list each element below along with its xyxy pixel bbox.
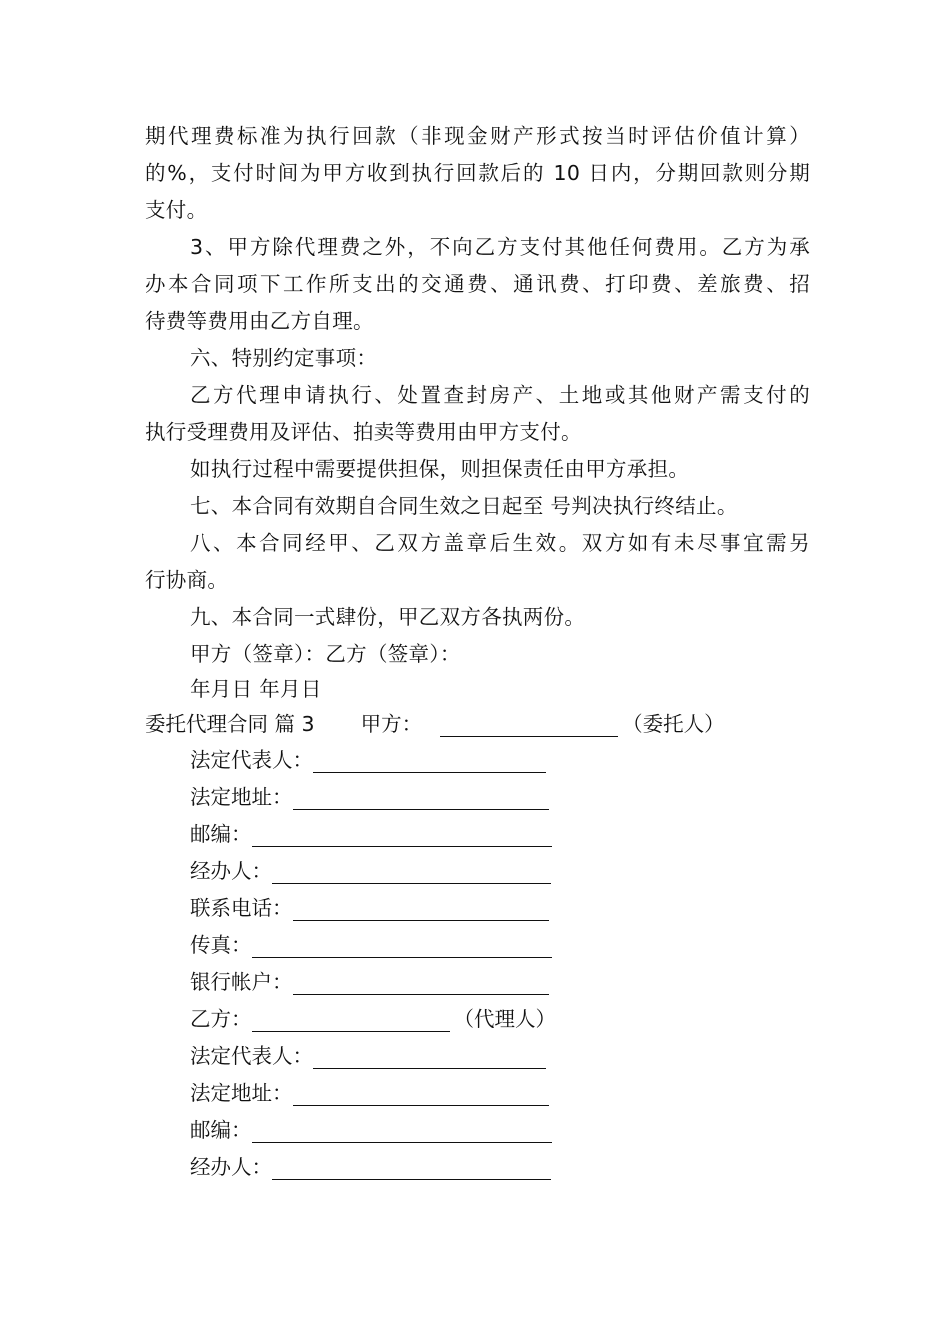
heading-special-terms: 六、特别约定事项： [190,346,378,370]
party-b-field-handler [190,1149,551,1186]
field-blank [313,746,546,773]
field-label: 法定地址： [190,785,293,809]
paragraph-expenses-line-1: 3、甲方除代理费之外，不向乙方支付其他任何费用。乙方为承 [190,235,810,259]
field-blank [293,968,549,995]
paragraph-expenses-line-2: 办本合同项下工作所支出的交通费、通讯费、打印费、差旅费、招 [145,272,810,296]
field-blank [252,820,552,847]
party-b-field-address [190,1075,549,1112]
party-b-suffix: （代理人） [453,1007,556,1031]
party-a-field-legal-rep [190,742,546,779]
party-a-name-blank [440,710,618,737]
paragraph-validity: 七、本合同有效期自合同生效之日起至 号判决执行终结止。 [190,494,738,518]
party-a-field-bank-account [190,964,549,1001]
field-label: 法定地址： [190,1081,293,1105]
field-blank [252,1116,552,1143]
party-a-field-postcode [190,816,552,853]
field-label: 传真： [190,933,252,957]
field-label: 经办人： [190,1155,272,1179]
section-3-title: 委托代理合同 篇 3 [145,712,315,736]
field-label: 邮编： [190,822,252,846]
field-blank [313,1042,546,1069]
field-label: 邮编： [190,1118,252,1142]
field-blank [293,783,549,810]
party-a-field-fax [190,927,552,964]
party-b-name-blank [252,1005,450,1032]
field-label: 银行帐户： [190,970,293,994]
field-blank [272,857,551,884]
field-blank [293,894,549,921]
date-line: 年月日 年月日 [190,677,322,701]
party-a-field-handler [190,853,551,890]
field-label: 联系电话： [190,896,293,920]
paragraph-special-line-1: 乙方代理申请执行、处置查封房产、土地或其他财产需支付的 [190,383,810,407]
paragraph-fee-line-3: 支付。 [145,198,208,222]
party-b-label: 乙方： [190,1007,252,1031]
paragraph-fee-line-1: 期代理费标准为执行回款（非现金财产形式按当时评估价值计算） [145,124,810,148]
field-label: 经办人： [190,859,272,883]
paragraph-effect-line-1: 八、本合同经甲、乙双方盖章后生效。双方如有未尽事宜需另 [190,531,810,555]
paragraph-special-line-2: 执行受理费用及评估、拍卖等费用由甲方支付。 [145,420,582,444]
party-a-field-phone [190,890,549,927]
field-blank [272,1153,551,1180]
signature-line: 甲方（签章）：乙方（签章）： [190,642,461,666]
field-label: 法定代表人： [190,748,313,772]
party-a-field-address [190,779,549,816]
party-b-field-postcode [190,1112,552,1149]
section-3-header [145,706,725,743]
paragraph-fee-line-2: 的%，支付时间为甲方收到执行回款后的 10 日内，分期回款则分期 [145,161,810,185]
paragraph-copies: 九、本合同一式肆份，甲乙双方各执两份。 [190,605,586,629]
field-label: 法定代表人： [190,1044,313,1068]
party-b-row [190,1001,556,1038]
party-a-label: 甲方： [360,712,423,736]
party-a-suffix: （委托人） [622,712,725,736]
paragraph-effect-line-2: 行协商。 [145,568,229,592]
paragraph-guarantee: 如执行过程中需要提供担保，则担保责任由甲方承担。 [190,457,690,481]
field-blank [252,931,552,958]
paragraph-expenses-line-3: 待费等费用由乙方自理。 [145,309,374,333]
field-blank [293,1079,549,1106]
party-b-field-legal-rep [190,1038,546,1075]
